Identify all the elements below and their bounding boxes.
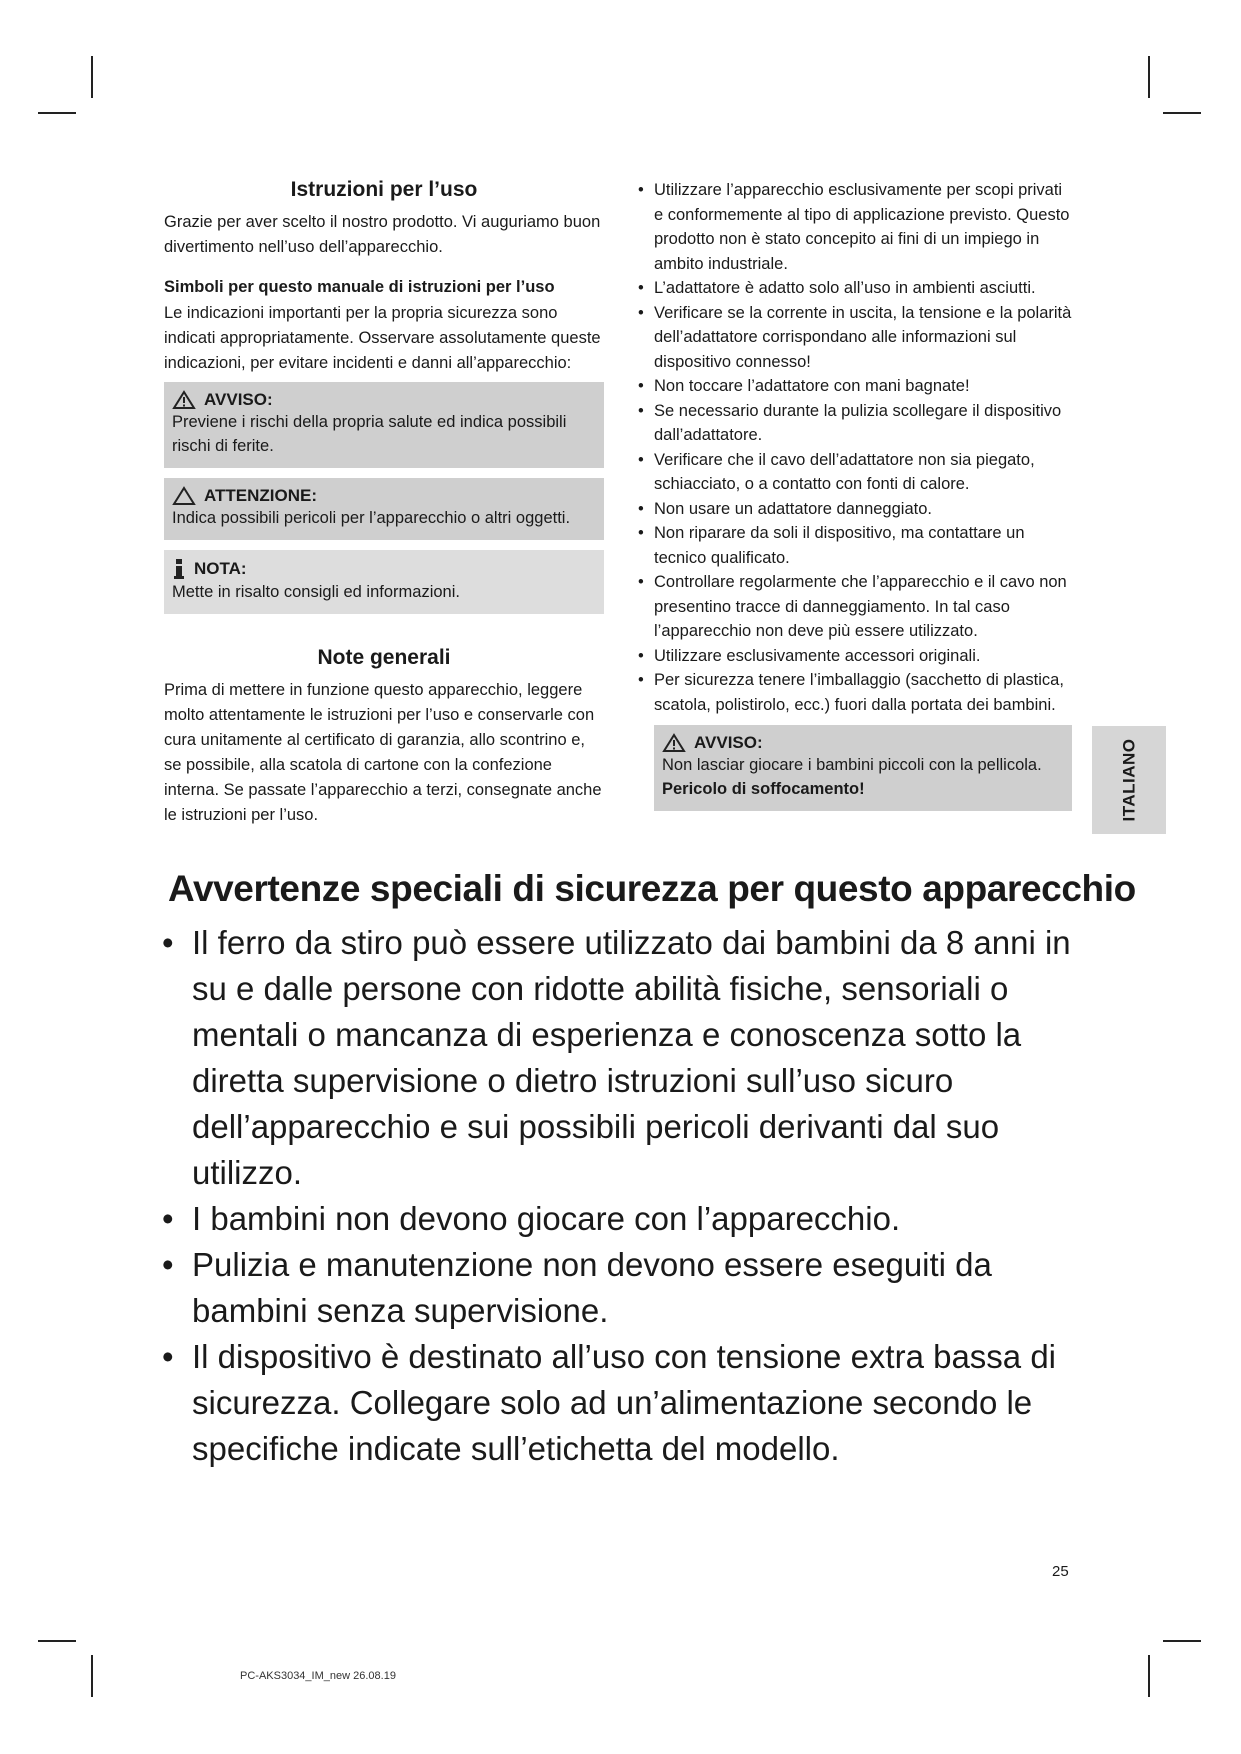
general-notes-title: Note generali: [317, 646, 451, 669]
crop-mark: [91, 56, 93, 98]
notice-bold-text: Pericolo di soffocamento!: [662, 780, 865, 798]
notice-nota: [164, 550, 604, 614]
list-item: • Non riparare da soli il dispositivo, ma contattare un tecnico qualificato.: [632, 521, 1072, 570]
info-icon: [172, 558, 186, 580]
warning-triangle-icon: [662, 733, 686, 753]
list-item: • Utilizzare l’apparecchio esclusivamente per scopi privati e conformemente al tipo di applicazione previsto. Questo prodotto non è stato concepito ai fini di un impiego in ambito industriale.: [632, 178, 1072, 276]
list-item: • Verificare se la corrente in uscita, la tensione e la polarità dell’adattatore corrispondano alle informazioni sul dispositivo connesso!: [632, 301, 1072, 375]
notice-text: Mette in risalto consigli ed informazioni.: [172, 583, 460, 601]
language-tab: [1092, 726, 1166, 834]
left-column: [164, 178, 604, 828]
list-item: • Il ferro da stiro può essere utilizzato dai bambini da 8 anni in su e dalle persone con ridotte abilità fisiche, sensoriali o mentali o mancanza di esperienza e conoscenza sotto la diretta supervisione o dietro istruzioni sull’uso sicuro dell’apparecchio e sui possibili pericoli derivanti dal suo utilizzo.: [160, 920, 1080, 1196]
language-label: ITALIANO: [1119, 738, 1139, 822]
notice-title: AVVISO:: [694, 733, 763, 752]
notice-title: NOTA:: [194, 559, 247, 578]
list-item: • Il dispositivo è destinato all’uso con tensione extra bassa di sicurezza. Collegare solo ad un’alimentazione secondo le specifiche indicate sull’etichetta del modello.: [160, 1334, 1080, 1472]
notice-text: Non lasciar giocare i bambini piccoli con la pellicola.: [662, 756, 1042, 774]
notice-text: Indica possibili pericoli per l’apparecchio o altri oggetti.: [172, 509, 571, 527]
list-item: • Non usare un adattatore danneggiato.: [632, 497, 1072, 522]
notice-avviso: [164, 382, 604, 468]
page-number: 25: [1052, 1563, 1069, 1580]
list-item: • Non toccare l’adattatore con mani bagnate!: [632, 374, 1072, 399]
notice-text: Previene i rischi della propria salute ed indica possibili rischi di ferite.: [172, 413, 567, 455]
crop-mark: [1148, 1655, 1150, 1697]
warning-triangle-icon: [172, 390, 196, 410]
footer-code: PC-AKS3034_IM_new 26.08.19: [240, 1670, 396, 1682]
list-item: • L’adattatore è adatto solo all’uso in ambienti asciutti.: [632, 276, 1072, 301]
crop-mark: [1148, 56, 1150, 98]
crop-mark: [1163, 1640, 1201, 1642]
list-item: • Utilizzare esclusivamente accessori originali.: [632, 644, 1072, 669]
right-column: [632, 178, 1072, 811]
list-item: • Controllare regolarmente che l’apparecchio e il cavo non presentino tracce di danneggiamento. In tal caso l’apparecchio non deve più essere utilizzato.: [632, 570, 1072, 644]
list-item: • Se necessario durante la pulizia scollegare il dispositivo dall’adattatore.: [632, 399, 1072, 448]
crop-mark: [38, 112, 76, 114]
general-notes-text: Prima di mettere in funzione questo apparecchio, leggere molto attentamente le istruzioni per l’uso e conservarle con cura unitamente al certificato di garanzia, allo scontrino e, se possibile, alla scatola di cartone con la confezione interna. Se passate l’apparecchio a terzi, consegnate anche le istruzioni per l’uso.: [164, 681, 602, 824]
list-item: • I bambini non devono giocare con l’apparecchio.: [160, 1196, 1080, 1242]
special-warnings-title: Avvertenze speciali di sicurezza per questo apparecchio: [168, 868, 1136, 909]
notice-title: ATTENZIONE:: [204, 486, 318, 505]
crop-mark: [91, 1655, 93, 1697]
notice-avviso-children: [654, 725, 1072, 811]
symbols-text: Le indicazioni importanti per la propria sicurezza sono indicati appropriatamente. Osservare assolutamente queste indicazioni, per evitare incidenti e danni all’apparecchio:: [164, 304, 601, 372]
list-item: • Verificare che il cavo dell’adattatore non sia piegato, schiacciato, o a contatto con fonti di calore.: [632, 448, 1072, 497]
list-item: • Pulizia e manutenzione non devono essere eseguiti da bambini senza supervisione.: [160, 1242, 1080, 1334]
notice-attenzione: [164, 478, 604, 540]
intro-text: Grazie per aver scelto il nostro prodotto. Vi auguriamo buon divertimento nell’uso dell’apparecchio.: [164, 213, 601, 256]
crop-mark: [1163, 112, 1201, 114]
crop-mark: [38, 1640, 76, 1642]
warning-triangle-icon: [172, 486, 196, 506]
notice-title: AVVISO:: [204, 390, 273, 409]
special-warnings-list: [160, 920, 1080, 1472]
list-item: • Per sicurezza tenere l’imballaggio (sacchetto di plastica, scatola, polistirolo, ecc.) fuori dalla portata dei bambini.: [632, 668, 1072, 717]
safety-list: [632, 178, 1072, 717]
instructions-title: Istruzioni per l’uso: [290, 178, 478, 201]
symbols-heading: Simboli per questo manuale di istruzioni per l’uso: [164, 278, 555, 296]
